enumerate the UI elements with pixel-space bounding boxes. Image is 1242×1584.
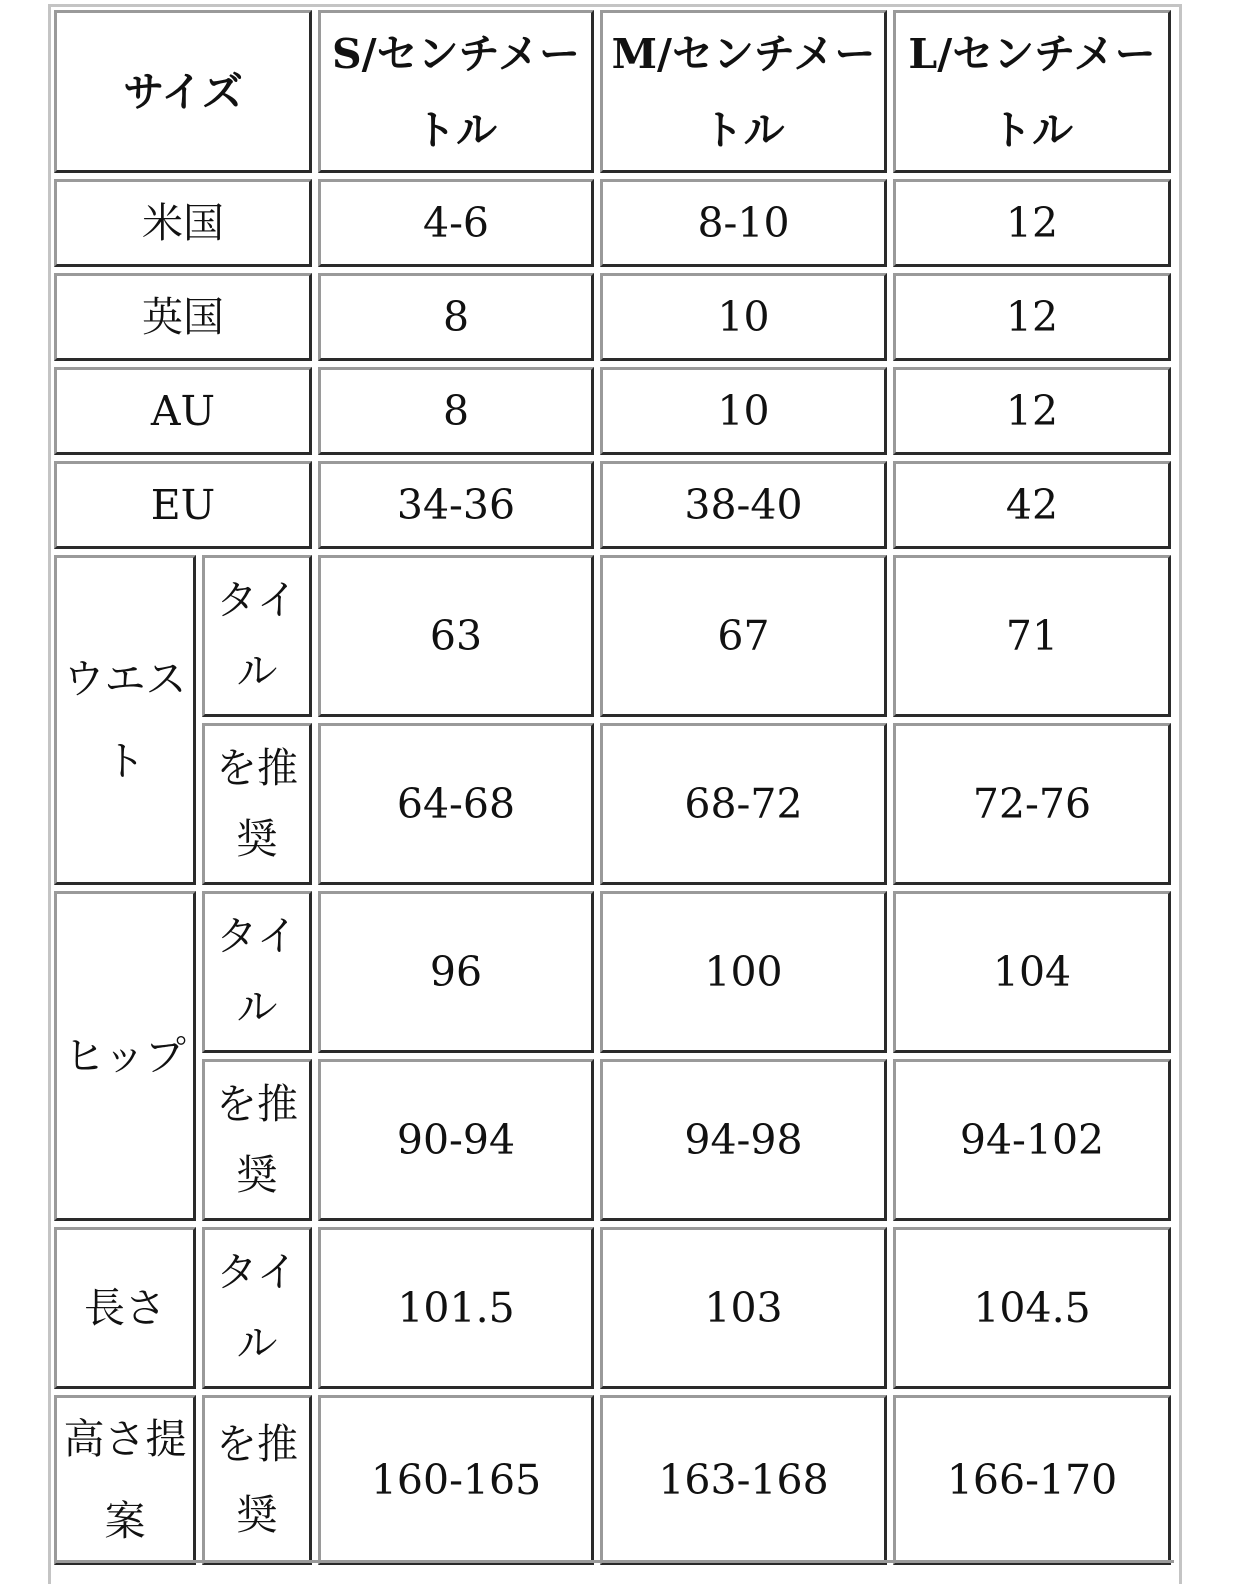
header-size-s: S/センチメートル (318, 10, 594, 173)
sub-label-length-tile: タイル (202, 1227, 312, 1389)
cell-us-m: 8-10 (600, 179, 887, 267)
cell-eu-m: 38-40 (600, 461, 887, 549)
table-row-waist-tile (54, 555, 1171, 717)
cell-length-s: 101.5 (318, 1227, 594, 1389)
sub-label-height-recommended: を推奨 (202, 1395, 312, 1565)
table-row-length (54, 1227, 1171, 1389)
table-row-eu (54, 461, 1171, 549)
row-label-hip: ヒップ (54, 891, 196, 1221)
cell-length-l: 104.5 (893, 1227, 1171, 1389)
header-size-l: L/センチメートル (893, 10, 1171, 173)
row-label-eu: EU (54, 461, 312, 549)
cell-hip-rec-l: 94-102 (893, 1059, 1171, 1221)
next-table-edge (56, 1560, 1174, 1563)
row-label-us: 米国 (54, 179, 312, 267)
sub-label-hip-tile: タイル (202, 891, 312, 1053)
cell-uk-l: 12 (893, 273, 1171, 361)
cell-au-l: 12 (893, 367, 1171, 455)
cell-eu-l: 42 (893, 461, 1171, 549)
cell-hip-tile-l: 104 (893, 891, 1171, 1053)
cell-height-l: 166-170 (893, 1395, 1171, 1565)
row-label-waist: ウエスト (54, 555, 196, 885)
cell-height-m: 163-168 (600, 1395, 887, 1565)
cell-eu-s: 34-36 (318, 461, 594, 549)
cell-hip-rec-m: 94-98 (600, 1059, 887, 1221)
header-size-m: M/センチメートル (600, 10, 887, 173)
table-row-us (54, 179, 1171, 267)
cell-hip-tile-s: 96 (318, 891, 594, 1053)
cell-waist-rec-s: 64-68 (318, 723, 594, 885)
cell-us-l: 12 (893, 179, 1171, 267)
header-size: サイズ (54, 10, 312, 173)
row-label-height: 高さ提案 (54, 1395, 196, 1565)
cell-hip-tile-m: 100 (600, 891, 887, 1053)
cell-waist-rec-l: 72-76 (893, 723, 1171, 885)
cell-length-m: 103 (600, 1227, 887, 1389)
size-chart-table (48, 4, 1177, 1571)
cell-au-m: 10 (600, 367, 887, 455)
sub-label-hip-recommended: を推奨 (202, 1059, 312, 1221)
cell-uk-m: 10 (600, 273, 887, 361)
sub-label-waist-recommended: を推奨 (202, 723, 312, 885)
cell-uk-s: 8 (318, 273, 594, 361)
table-row-hip-recommended (54, 1059, 1171, 1221)
table-row-uk (54, 273, 1171, 361)
table-row-au (54, 367, 1171, 455)
sub-label-waist-tile: タイル (202, 555, 312, 717)
row-label-uk: 英国 (54, 273, 312, 361)
table-row-waist-recommended (54, 723, 1171, 885)
table-row-height (54, 1395, 1171, 1565)
row-label-length: 長さ (54, 1227, 196, 1389)
cell-height-s: 160-165 (318, 1395, 594, 1565)
cell-hip-rec-s: 90-94 (318, 1059, 594, 1221)
header-row (54, 10, 1171, 173)
row-label-au: AU (54, 367, 312, 455)
cell-waist-tile-s: 63 (318, 555, 594, 717)
cell-waist-tile-m: 67 (600, 555, 887, 717)
cell-waist-rec-m: 68-72 (600, 723, 887, 885)
cell-waist-tile-l: 71 (893, 555, 1171, 717)
cell-au-s: 8 (318, 367, 594, 455)
cell-us-s: 4-6 (318, 179, 594, 267)
table-row-hip-tile (54, 891, 1171, 1053)
